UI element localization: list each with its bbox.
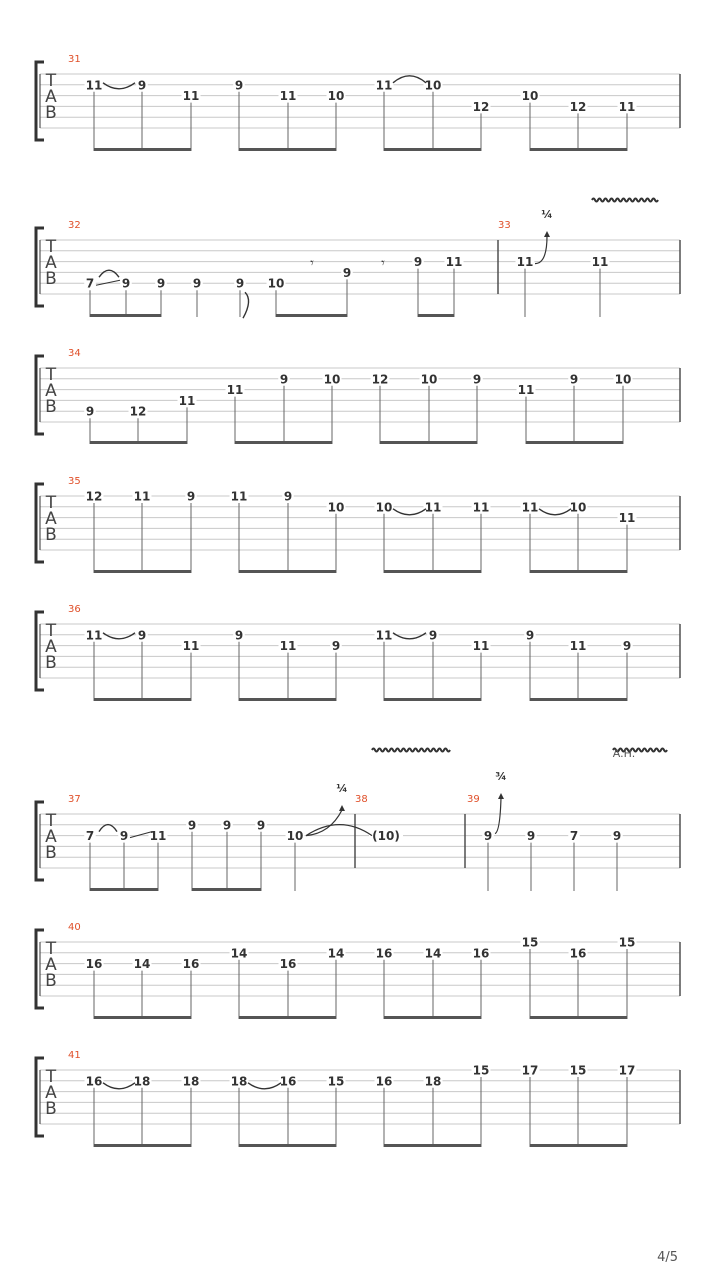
tab-clef-letter: B xyxy=(45,525,57,545)
eighth-rest: 𝄾 xyxy=(381,255,385,272)
fret-number: 11 xyxy=(149,829,167,844)
fret-number: 11 xyxy=(521,500,539,515)
fret-number: 9 xyxy=(612,829,622,844)
tab-clef-letter: A xyxy=(45,87,57,107)
fret-number: 9 xyxy=(85,404,95,419)
fret-number: 16 xyxy=(472,946,490,961)
beam xyxy=(530,570,627,573)
fret-number: 9 xyxy=(283,489,293,504)
fret-number: 9 xyxy=(234,628,244,643)
measure-number: 39 xyxy=(467,794,480,805)
fret-number: 15 xyxy=(521,935,539,950)
fret-number: 11 xyxy=(591,255,609,270)
tab-clef-letter: T xyxy=(45,71,57,91)
beam xyxy=(235,441,332,444)
fret-number: 16 xyxy=(375,1074,393,1089)
tab-clef-letter: A xyxy=(45,1083,57,1103)
fret-number: 10 xyxy=(569,500,587,515)
fret-number: 9 xyxy=(569,372,579,387)
fret-number: 10 xyxy=(327,89,345,104)
fret-number: 14 xyxy=(327,946,345,961)
fret-number: 16 xyxy=(279,957,297,972)
tab-clef-letter: A xyxy=(45,637,57,657)
fret-number: 12 xyxy=(129,404,147,419)
artificial-harmonic-label: A.H. xyxy=(612,747,636,760)
measure-number: 32 xyxy=(68,220,81,231)
grace-flag xyxy=(243,292,249,318)
fret-number: 16 xyxy=(85,1074,103,1089)
beam xyxy=(90,314,161,317)
beam xyxy=(90,888,158,891)
measure-number: 37 xyxy=(68,794,81,805)
fret-number: 10 xyxy=(614,372,632,387)
tab-clef-letter: A xyxy=(45,253,57,273)
fret-number: 11 xyxy=(85,78,103,93)
beam xyxy=(418,314,454,317)
beam xyxy=(192,888,261,891)
beam xyxy=(239,570,336,573)
fret-number: 12 xyxy=(371,372,389,387)
fret-number: 17 xyxy=(521,1063,539,1078)
fret-number: 11 xyxy=(85,628,103,643)
fret-number: 11 xyxy=(375,628,393,643)
tab-clef-letter: T xyxy=(45,237,57,257)
fret-number: 11 xyxy=(182,89,200,104)
beam xyxy=(530,1016,627,1019)
fret-number: 10 xyxy=(327,500,345,515)
tab-clef-letter: A xyxy=(45,955,57,975)
beam xyxy=(239,1144,336,1147)
vibrato-mark xyxy=(372,749,450,752)
fret-number: 11 xyxy=(133,489,151,504)
fret-number: 10 xyxy=(424,78,442,93)
fret-number: 7 xyxy=(85,276,95,291)
tab-clef-letter: A xyxy=(45,381,57,401)
beam xyxy=(526,441,623,444)
fret-number: 11 xyxy=(445,255,463,270)
fret-number: 11 xyxy=(424,500,442,515)
measure-number: 33 xyxy=(498,220,511,231)
fret-number: 9 xyxy=(137,628,147,643)
fret-number: 9 xyxy=(187,818,197,833)
fret-number: 9 xyxy=(472,372,482,387)
fret-number: 11 xyxy=(472,500,490,515)
fret-number: 12 xyxy=(569,99,587,114)
fret-number: 9 xyxy=(331,639,341,654)
beam xyxy=(94,1144,191,1147)
fret-number: 14 xyxy=(424,946,442,961)
fret-number: (10) xyxy=(372,829,400,844)
fret-number: 10 xyxy=(521,89,539,104)
fret-number: 9 xyxy=(256,818,266,833)
fret-number: 11 xyxy=(230,489,248,504)
fret-number: 9 xyxy=(525,628,535,643)
fret-number: 16 xyxy=(569,946,587,961)
fret-number: 7 xyxy=(569,829,579,844)
tab-clef-letter: B xyxy=(45,397,57,417)
fret-number: 15 xyxy=(327,1074,345,1089)
tab-clef-letter: B xyxy=(45,269,57,289)
bend-label: ¼ xyxy=(336,782,348,795)
vibrato-mark xyxy=(592,199,658,202)
measure-number: 38 xyxy=(355,794,368,805)
beam xyxy=(380,441,477,444)
fret-number: 7 xyxy=(85,829,95,844)
slur xyxy=(99,825,117,832)
beam xyxy=(384,1144,481,1147)
beam xyxy=(384,1016,481,1019)
fret-number: 9 xyxy=(342,265,352,280)
measure-number: 35 xyxy=(68,476,81,487)
beam xyxy=(276,314,347,317)
fret-number: 18 xyxy=(133,1074,151,1089)
fret-number: 11 xyxy=(226,383,244,398)
fret-number: 9 xyxy=(279,372,289,387)
beam xyxy=(384,698,481,701)
eighth-rest: 𝄾 xyxy=(310,255,314,272)
bend-label: ¼ xyxy=(541,208,553,221)
bend-arrow-icon xyxy=(498,793,504,799)
fret-number: 9 xyxy=(413,255,423,270)
slur xyxy=(103,633,135,639)
fret-number: 11 xyxy=(472,639,490,654)
fret-number: 9 xyxy=(526,829,536,844)
slur xyxy=(248,1083,281,1089)
fret-number: 15 xyxy=(569,1063,587,1078)
beam xyxy=(530,148,627,151)
fret-number: 10 xyxy=(267,276,285,291)
fret-number: 10 xyxy=(420,372,438,387)
fret-number: 9 xyxy=(428,628,438,643)
fret-number: 16 xyxy=(182,957,200,972)
tab-clef-letter: B xyxy=(45,843,57,863)
fret-number: 11 xyxy=(375,78,393,93)
fret-number: 10 xyxy=(375,500,393,515)
fret-number: 11 xyxy=(569,639,587,654)
fret-number: 16 xyxy=(85,957,103,972)
fret-number: 9 xyxy=(186,489,196,504)
beam xyxy=(94,148,191,151)
fret-number: 18 xyxy=(424,1074,442,1089)
fret-number: 9 xyxy=(622,639,632,654)
fret-number: 15 xyxy=(472,1063,490,1078)
tab-clef-letter: B xyxy=(45,653,57,673)
measure-number: 36 xyxy=(68,604,81,615)
slur xyxy=(103,83,135,89)
bend-arrow-icon xyxy=(544,231,550,237)
fret-number: 12 xyxy=(85,489,103,504)
fret-number: 12 xyxy=(472,99,490,114)
fret-number: 16 xyxy=(375,946,393,961)
slur xyxy=(393,633,426,639)
fret-number: 11 xyxy=(618,99,636,114)
tab-clef-letter: T xyxy=(45,811,57,831)
fret-number: 10 xyxy=(286,829,304,844)
tab-clef-letter: A xyxy=(45,827,57,847)
page-number: 4/5 xyxy=(657,1250,678,1265)
fret-number: 11 xyxy=(182,639,200,654)
bend-curve xyxy=(495,798,501,834)
beam xyxy=(530,698,627,701)
measure-number: 31 xyxy=(68,54,81,65)
tab-clef-letter: A xyxy=(45,509,57,529)
slur xyxy=(393,76,426,83)
fret-number: 14 xyxy=(133,957,151,972)
fret-number: 9 xyxy=(192,276,202,291)
tab-clef-letter: T xyxy=(45,493,57,513)
fret-number: 11 xyxy=(279,639,297,654)
fret-number: 14 xyxy=(230,946,248,961)
slur xyxy=(99,270,119,277)
fret-number: 15 xyxy=(618,935,636,950)
fret-number: 11 xyxy=(279,89,297,104)
slur xyxy=(103,1083,135,1089)
fret-number: 9 xyxy=(483,829,493,844)
measure-number: 34 xyxy=(68,348,81,359)
slur xyxy=(539,509,571,515)
tab-clef-letter: T xyxy=(45,1067,57,1087)
measure-number: 41 xyxy=(68,1050,81,1061)
fret-number: 9 xyxy=(121,276,131,291)
fret-number: 11 xyxy=(178,393,196,408)
bend-arrow-icon xyxy=(339,805,345,811)
bend-label: ¾ xyxy=(495,770,507,783)
tab-clef-letter: T xyxy=(45,621,57,641)
beam xyxy=(384,148,481,151)
fret-number: 9 xyxy=(137,78,147,93)
beam xyxy=(94,698,191,701)
tab-clef-letter: B xyxy=(45,1099,57,1119)
fret-number: 17 xyxy=(618,1063,636,1078)
beam xyxy=(239,698,336,701)
tab-clef-letter: T xyxy=(45,939,57,959)
fret-number: 11 xyxy=(516,255,534,270)
fret-number: 18 xyxy=(182,1074,200,1089)
fret-number: 9 xyxy=(119,829,129,844)
tab-clef-letter: B xyxy=(45,971,57,991)
fret-number: 11 xyxy=(618,511,636,526)
fret-number: 9 xyxy=(234,78,244,93)
fret-number: 16 xyxy=(279,1074,297,1089)
beam xyxy=(94,570,191,573)
slur xyxy=(393,509,426,515)
fret-number: 10 xyxy=(323,372,341,387)
fret-number: 9 xyxy=(156,276,166,291)
fret-number: 9 xyxy=(235,276,245,291)
beam xyxy=(239,148,336,151)
fret-number: 18 xyxy=(230,1074,248,1089)
beam xyxy=(239,1016,336,1019)
fret-number: 11 xyxy=(517,383,535,398)
beam xyxy=(94,1016,191,1019)
beam xyxy=(530,1144,627,1147)
tab-clef-letter: T xyxy=(45,365,57,385)
fret-number: 9 xyxy=(222,818,232,833)
measure-number: 40 xyxy=(68,922,81,933)
beam xyxy=(90,441,187,444)
beam xyxy=(384,570,481,573)
tab-clef-letter: B xyxy=(45,103,57,123)
